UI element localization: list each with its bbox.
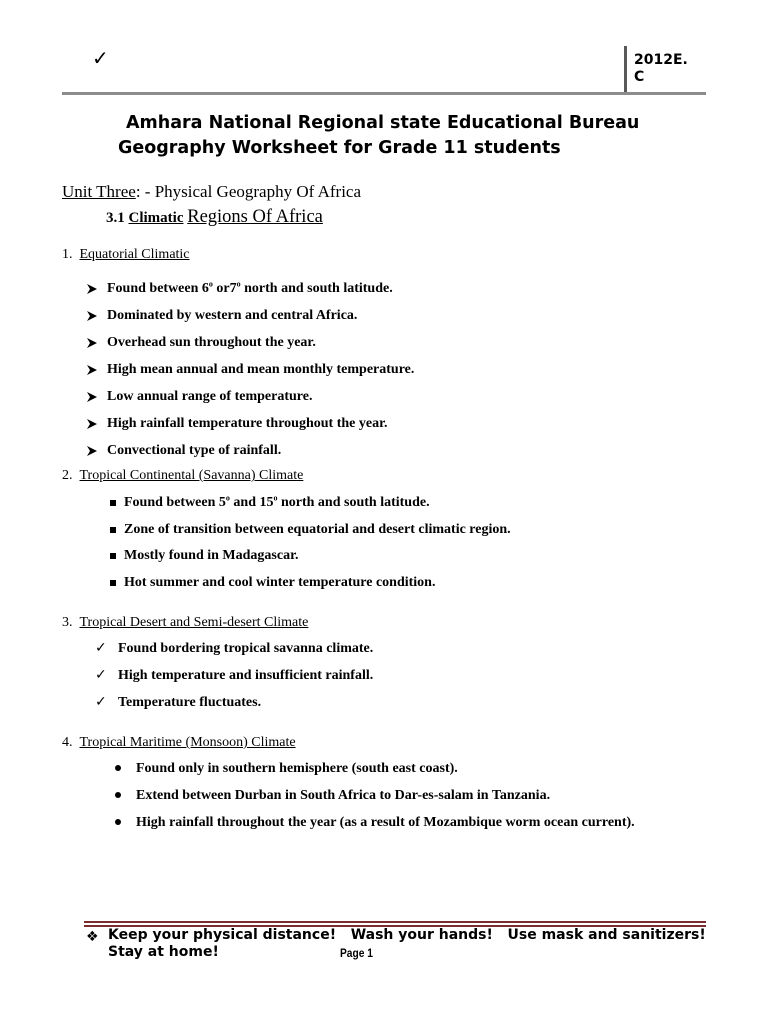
list-item: Low annual range of temperature. bbox=[107, 389, 313, 404]
list-item: Found bordering tropical savanna climate. bbox=[118, 641, 374, 656]
section-number: 3.1 bbox=[106, 210, 129, 226]
arrow-bullet-icon bbox=[86, 364, 98, 376]
section-4-heading bbox=[62, 734, 296, 751]
list-item: High rainfall throughout the year (as a result of Mozambique worm ocean current). bbox=[136, 815, 635, 830]
section-1-title: Equatorial Climatic bbox=[79, 247, 190, 262]
unit-heading bbox=[62, 181, 361, 202]
check-bullet-icon: ✓ bbox=[95, 667, 107, 683]
section-2-number: 2. bbox=[62, 468, 73, 483]
arrow-bullet-icon bbox=[86, 283, 98, 295]
header-year-line1: 2012E. bbox=[634, 52, 688, 68]
dot-bullet-icon bbox=[115, 765, 121, 771]
section-4-number: 4. bbox=[62, 735, 73, 750]
arrow-bullet-icon bbox=[86, 391, 98, 403]
list-item: Extend between Durban in South Africa to Dar-es-salam in Tanzania. bbox=[136, 788, 551, 803]
arrow-bullet-icon bbox=[86, 418, 98, 430]
page-number: Page 1 bbox=[340, 946, 373, 960]
list-item: Mostly found in Madagascar. bbox=[124, 548, 299, 563]
section-1-heading bbox=[62, 246, 190, 263]
check-bullet-icon: ✓ bbox=[95, 694, 107, 710]
check-bullet-icon: ✓ bbox=[95, 640, 107, 656]
section-title: Regions Of Africa bbox=[187, 207, 323, 227]
title-line-1: Amhara National Regional state Educational Bureau bbox=[126, 113, 640, 133]
header-year-line2: C bbox=[634, 69, 645, 85]
header-year bbox=[634, 52, 704, 86]
list-item: Convectional type of rainfall. bbox=[107, 443, 282, 458]
list-item: High rainfall temperature throughout the year. bbox=[107, 416, 388, 431]
arrow-bullet-icon bbox=[86, 310, 98, 322]
section-2-title: Tropical Continental (Savanna) Climate bbox=[79, 468, 304, 483]
section-2-heading bbox=[62, 467, 303, 484]
section-4-title: Tropical Maritime (Monsoon) Climate bbox=[79, 735, 296, 750]
unit-label: Unit Three bbox=[62, 182, 136, 201]
section-heading bbox=[106, 205, 323, 230]
arrow-bullet-icon bbox=[86, 337, 98, 349]
footer-rule-top bbox=[84, 921, 706, 923]
list-item: Found between 5$^o$ and 15$^o$ north and south latitude. bbox=[124, 493, 430, 510]
title-line-2: Geography Worksheet for Grade 11 students bbox=[118, 138, 561, 158]
list-item: High temperature and insufficient rainfall. bbox=[118, 668, 374, 683]
arrow-bullet-icon bbox=[86, 445, 98, 457]
list-item: Hot summer and cool winter temperature condition. bbox=[124, 574, 436, 590]
unit-separator: : - bbox=[135, 182, 155, 201]
section-1-number: 1. bbox=[62, 247, 73, 262]
section-3-heading bbox=[62, 614, 308, 631]
list-item: High mean annual and mean monthly temperature. bbox=[107, 362, 415, 377]
header-check-mark: ✓ bbox=[92, 46, 109, 70]
dot-bullet-icon bbox=[115, 792, 121, 798]
list-item: Found between 6$^o$ or7$^o$ north and south latitude. bbox=[107, 279, 393, 296]
section-3-number: 3. bbox=[62, 615, 73, 630]
square-bullet-icon bbox=[110, 500, 116, 506]
footer-stay-home: Stay at home! bbox=[108, 944, 219, 960]
list-item: Found only in southern hemisphere (south east coast). bbox=[136, 761, 458, 776]
square-bullet-icon bbox=[110, 553, 116, 559]
list-item: Dominated by western and central Africa. bbox=[107, 308, 358, 323]
header-divider bbox=[624, 46, 627, 92]
list-item: Temperature fluctuates. bbox=[118, 695, 262, 710]
list-item: Zone of transition between equatorial and desert climatic region. bbox=[124, 521, 511, 537]
footer-message: Keep your physical distance! Wash your hands! Use mask and sanitizers! bbox=[108, 927, 706, 943]
square-bullet-icon bbox=[110, 527, 116, 533]
unit-name: Physical Geography Of Africa bbox=[154, 182, 362, 201]
dot-bullet-icon bbox=[115, 819, 121, 825]
diamond-bullet-icon: ❖ bbox=[86, 929, 99, 945]
header-rule bbox=[62, 92, 706, 95]
section-3-title: Tropical Desert and Semi-desert Climate bbox=[79, 615, 309, 630]
list-item: Overhead sun throughout the year. bbox=[107, 335, 316, 350]
section-word-climatic: Climatic bbox=[128, 210, 184, 226]
square-bullet-icon bbox=[110, 580, 116, 586]
